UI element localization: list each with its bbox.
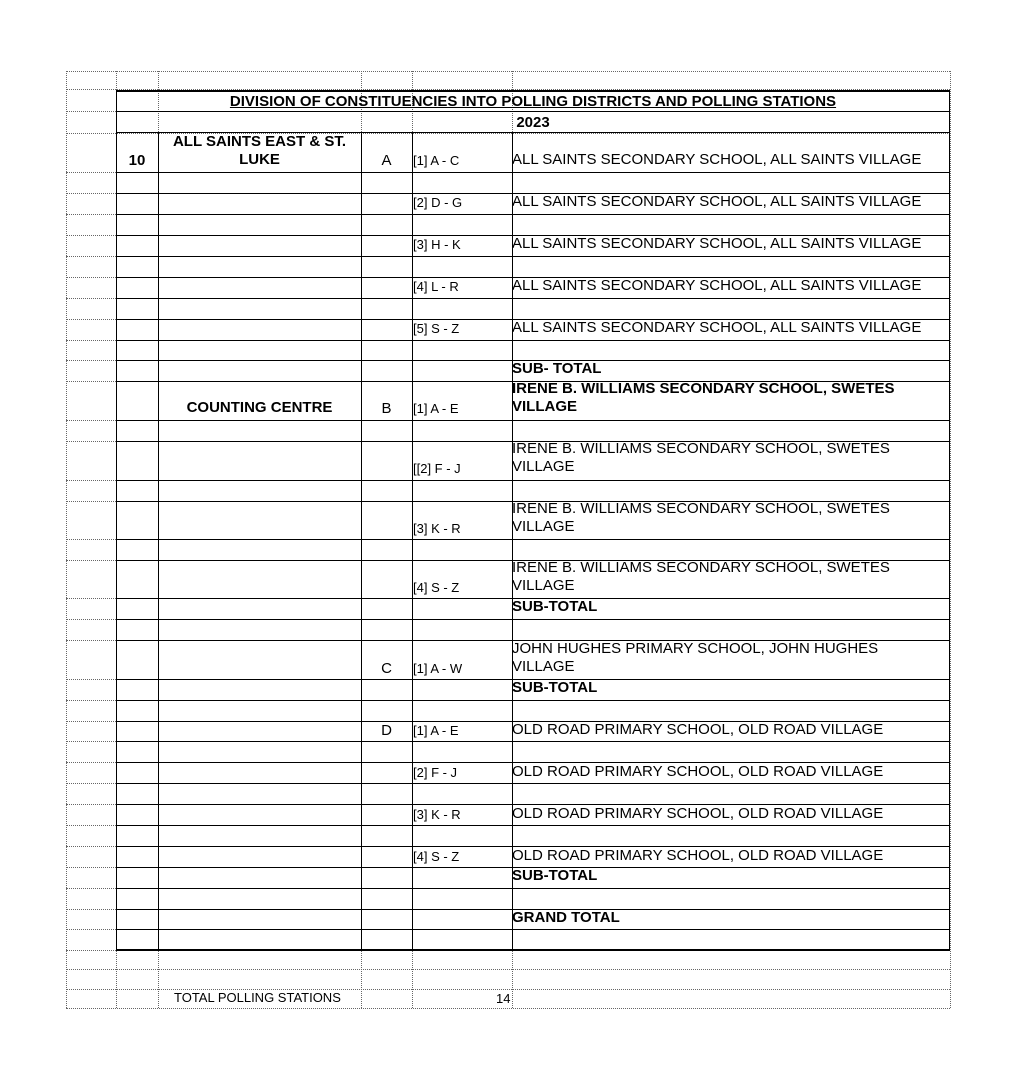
table-col-border (116, 90, 117, 950)
constituency-number: 10 (128, 152, 146, 169)
table-row-border (116, 340, 950, 341)
station-location: ALL SAINTS SECONDARY SCHOOL, ALL SAINTS VILLAGE (512, 319, 922, 336)
grand-total: GRAND TOTAL (512, 909, 620, 926)
total-polling-stations-value: 14 (496, 991, 511, 1006)
subtotal-c: SUB-TOTAL (512, 679, 598, 696)
station-range: [4] S - Z (413, 849, 460, 864)
table-row-border (116, 111, 950, 112)
station-range: [2] D - G (413, 195, 463, 210)
grid-col-line (950, 71, 951, 1008)
station-range: [2] F - J (413, 765, 458, 780)
subtotal-b: SUB-TOTAL (512, 598, 598, 615)
constituency-name-line2: LUKE (239, 151, 280, 168)
grid-row-line (66, 969, 950, 970)
table-row-border (116, 480, 950, 481)
district-letter-b: B (381, 400, 392, 417)
station-location: ALL SAINTS SECONDARY SCHOOL, ALL SAINTS VILLAGE (512, 151, 922, 168)
station-location: VILLAGE (512, 398, 578, 415)
table-row-border (116, 172, 950, 173)
station-range: [1] A - W (413, 661, 463, 676)
table-row-border (116, 214, 950, 215)
station-location: ALL SAINTS SECONDARY SCHOOL, ALL SAINTS VILLAGE (512, 277, 922, 294)
year: 2023 (516, 114, 550, 131)
spreadsheet (66, 71, 950, 1008)
table-row-border (116, 888, 950, 889)
station-range: [5] S - Z (413, 321, 460, 336)
station-location: VILLAGE (512, 577, 575, 594)
station-location: VILLAGE (512, 458, 575, 475)
station-range: [1] A - E (413, 401, 459, 416)
station-range: [1] A - C (413, 153, 460, 168)
subtotal-d: SUB-TOTAL (512, 867, 598, 884)
station-location: IRENE B. WILLIAMS SECONDARY SCHOOL, SWETES (512, 440, 890, 457)
station-range: [4] S - Z (413, 580, 460, 595)
district-letter-c: C (381, 660, 392, 677)
district-letter-a: A (381, 152, 392, 169)
station-location: ALL SAINTS SECONDARY SCHOOL, ALL SAINTS VILLAGE (512, 193, 922, 210)
page-title: DIVISION OF CONSTITUENCIES INTO POLLING DISTRICTS AND POLLING STATIONS (229, 93, 837, 110)
station-location: ALL SAINTS SECONDARY SCHOOL, ALL SAINTS VILLAGE (512, 235, 922, 252)
table-top-border (116, 90, 950, 92)
station-range: [[2] F - J (413, 461, 461, 476)
station-location: IRENE B. WILLIAMS SECONDARY SCHOOL, SWETES (512, 380, 895, 397)
station-range: [4] L - R (413, 279, 459, 294)
station-location: IRENE B. WILLIAMS SECONDARY SCHOOL, SWETES (512, 559, 890, 576)
table-row-border (116, 619, 950, 620)
table-col-border (512, 132, 513, 950)
station-range: [3] K - R (413, 807, 461, 822)
subtotal-a: SUB- TOTAL (512, 360, 602, 377)
station-location: VILLAGE (512, 518, 575, 535)
station-location: OLD ROAD PRIMARY SCHOOL, OLD ROAD VILLAGE (512, 763, 884, 780)
table-col-border (949, 90, 950, 950)
station-location: OLD ROAD PRIMARY SCHOOL, OLD ROAD VILLAGE (512, 847, 884, 864)
grid-row-line (66, 1008, 950, 1009)
table-bottom-border (116, 949, 950, 951)
table-row-border (116, 420, 950, 421)
table-row-border (116, 256, 950, 257)
counting-centre: COUNTING CENTRE (186, 399, 333, 416)
table-row-border (116, 929, 950, 930)
station-location: OLD ROAD PRIMARY SCHOOL, OLD ROAD VILLAGE (512, 805, 884, 822)
station-location: OLD ROAD PRIMARY SCHOOL, OLD ROAD VILLAGE (512, 721, 884, 738)
table-row-border (116, 783, 950, 784)
station-location: IRENE B. WILLIAMS SECONDARY SCHOOL, SWETES (512, 500, 890, 517)
station-range: [1] A - E (413, 723, 459, 738)
grid-col-line (66, 71, 67, 1008)
table-row-border (116, 825, 950, 826)
table-row-border (116, 539, 950, 540)
station-location: JOHN HUGHES PRIMARY SCHOOL, JOHN HUGHES (512, 640, 879, 657)
total-polling-stations-label: TOTAL POLLING STATIONS (174, 990, 341, 1005)
grid-row-line (66, 71, 950, 72)
table-row-border (116, 298, 950, 299)
constituency-name-line1: ALL SAINTS EAST & ST. (172, 133, 347, 150)
table-row-border (116, 700, 950, 701)
station-location: VILLAGE (512, 658, 575, 675)
table-col-border (412, 132, 413, 950)
table-col-border (158, 132, 159, 950)
station-range: [3] H - K (413, 237, 461, 252)
district-letter-d: D (381, 722, 392, 739)
station-range: [3] K - R (413, 521, 461, 536)
table-col-border (361, 132, 362, 950)
table-row-border (116, 741, 950, 742)
